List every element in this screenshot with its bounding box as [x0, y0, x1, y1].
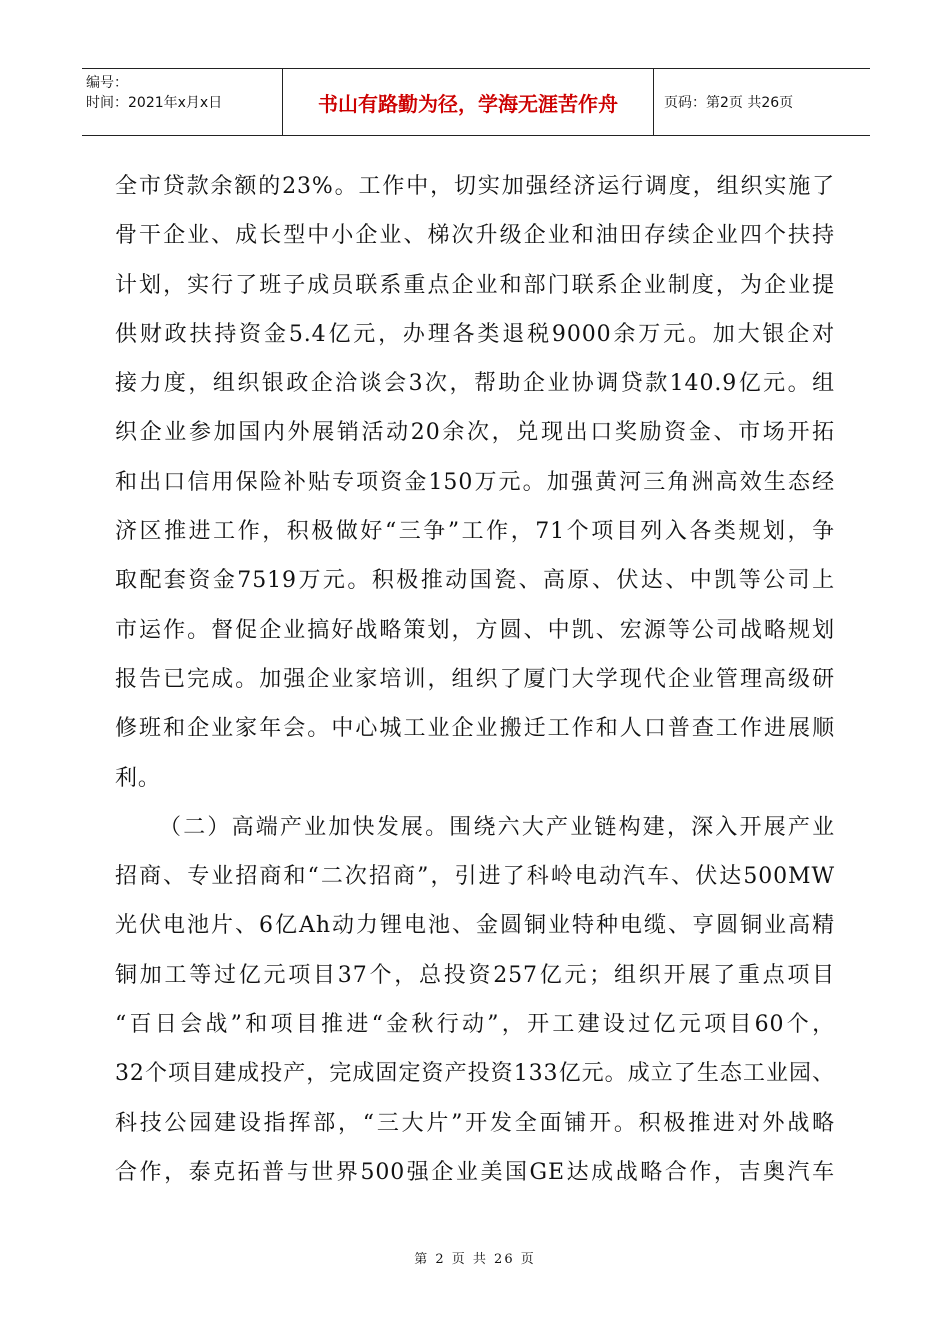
- text-line: （二）高端产业加快发展。围绕六大产业链构建，深入开展产业: [159, 814, 835, 840]
- text-line: 合作，泰克拓普与世界500强企业美国GE达成战略合作，吉奥汽车: [115, 1159, 835, 1185]
- paragraph-2: [115, 803, 835, 1197]
- header-page-info: 页码：第2页 共26页: [664, 95, 794, 111]
- header-table: [82, 68, 870, 136]
- text-line: 骨干企业、成长型中小企业、梯次升级企业和油田存续企业四个扶持: [115, 223, 835, 249]
- text-line: “百日会战”和项目推进“金秋行动”，开工建设过亿元项目60个，: [115, 1012, 835, 1038]
- text-line: 取配套资金7519万元。积极推动国瓷、高原、伏达、中凯等公司上: [115, 568, 835, 594]
- document-date: 时间：2021年x月x日: [86, 95, 223, 111]
- text-line: 和出口信用保险补贴专项资金150万元。加强黄河三角洲高效生态经: [115, 469, 835, 495]
- header-meta: [82, 69, 282, 135]
- text-line: 修班和企业家年会。中心城工业企业搬迁工作和人口普查工作进展顺: [115, 716, 835, 742]
- text-line: 光伏电池片、6亿Ah动力锂电池、金圆铜业特种电缆、亨圆铜业高精: [115, 913, 835, 939]
- text-line: 供财政扶持资金5.4亿元，办理各类退税9000余万元。加大银企对: [115, 321, 835, 347]
- page-footer: 第 2 页 共 26 页: [414, 1252, 536, 1267]
- text-line: 接力度，组织银政企洽谈会3次，帮助企业协调贷款140.9亿元。组: [115, 371, 835, 397]
- text-line: 全市贷款余额的23%。工作中，切实加强经济运行调度，组织实施了: [115, 174, 835, 199]
- text-line: 利。: [115, 765, 161, 791]
- header-motto: 书山有路勤为径，学海无涯苦作舟: [282, 69, 654, 135]
- text-line: 市运作。督促企业搞好战略策划，方圆、中凯、宏源等公司战略规划: [115, 617, 835, 643]
- text-line: 32个项目建成投产，完成固定资产投资133亿元。成立了生态工业园、: [115, 1061, 835, 1087]
- document-body: [115, 162, 835, 1197]
- text-line: 科技公园建设指挥部，“三大片”开发全面铺开。积极推进对外战略: [115, 1110, 835, 1136]
- text-line: 报告已完成。加强企业家培训，组织了厦门大学现代企业管理高级研: [115, 666, 835, 692]
- document-number-label: 编号：: [86, 75, 128, 91]
- text-line: 计划，实行了班子成员联系重点企业和部门联系企业制度，为企业提: [115, 272, 835, 298]
- paragraph-1: [115, 162, 835, 803]
- text-line: 济区推进工作，积极做好“三争”工作，71个项目列入各类规划，争: [115, 519, 835, 545]
- text-line: 织企业参加国内外展销活动20余次，兑现出口奖励资金、市场开拓: [115, 420, 835, 446]
- text-line: 招商、专业招商和“二次招商”，引进了科岭电动汽车、伏达500MW: [115, 864, 835, 890]
- text-line: 铜加工等过亿元项目37个，总投资257亿元；组织开展了重点项目: [115, 962, 835, 988]
